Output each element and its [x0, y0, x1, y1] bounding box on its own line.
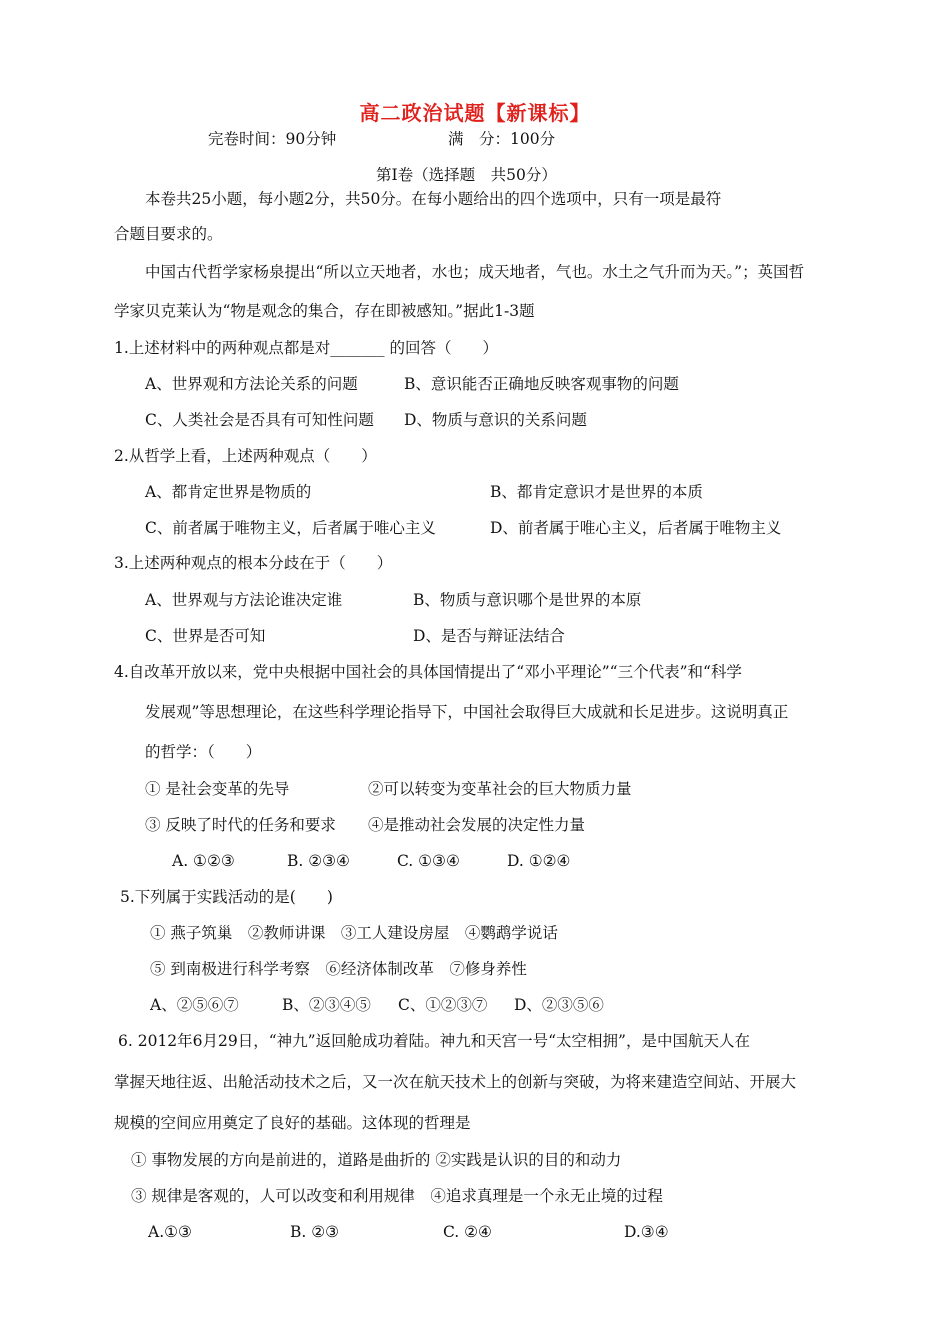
question-1-option-c: C、人类社会是否具有可知性问题	[145, 411, 374, 429]
question-3-option-d: D、是否与辩证法结合	[413, 627, 565, 645]
question-2-stem: 2.从哲学上看，上述两种观点（ ）	[114, 447, 377, 465]
question-5-stem: 5.下列属于实践活动的是( )	[120, 888, 333, 906]
question-2-option-a: A、都肯定世界是物质的	[145, 483, 312, 501]
material-line-2: 学家贝克莱认为“物是观念的集合，存在即被感知。”据此1-3题	[114, 302, 535, 320]
question-4-stem-line-3: 的哲学：（ ）	[145, 743, 262, 761]
question-5-option-c: C、①②③⑦	[398, 996, 488, 1014]
question-2-option-d: D、前者属于唯心主义，后者属于唯物主义	[490, 519, 782, 537]
question-3-option-a: A、世界观与方法论谁决定谁	[145, 591, 343, 609]
question-3-option-c: C、世界是否可知	[145, 627, 266, 645]
question-4-option-b: B. ②③④	[287, 852, 350, 870]
question-4-option-d: D. ①②④	[507, 852, 571, 870]
question-5-option-b: B、②③④⑤	[282, 996, 371, 1014]
instructions-line-2: 合题目要求的。	[114, 225, 223, 243]
question-4-item-4: ④是推动社会发展的决定性力量	[368, 816, 586, 834]
question-2-option-b: B、都肯定意识才是世界的本质	[490, 483, 703, 501]
question-6-stem-line-2: 掌握天地往返、出舱活动技术之后，又一次在航天技术上的创新与突破，为将来建造空间站、开展大	[114, 1073, 797, 1091]
question-3-stem: 3.上述两种观点的根本分歧在于（ ）	[114, 554, 393, 572]
part-heading: 第Ⅰ卷（选择题 共50分）	[376, 166, 557, 184]
question-6-option-d: D.③④	[624, 1223, 669, 1241]
question-6-stem-line-1: 6. 2012年6月29日，“神九”返回舱成功着陆。神九和天宫一号“太空相拥”，是中国航天人在	[118, 1032, 750, 1050]
question-6-items-line-2: ③ 规律是客观的，人可以改变和利用规律 ④追求真理是一个永无止境的过程	[131, 1187, 663, 1205]
instructions-line-1: 本卷共25小题，每小题2分，共50分。在每小题给出的四个选项中，只有一项是最符	[145, 190, 722, 208]
question-4-stem-line-2: 发展观”等思想理论，在这些科学理论指导下，中国社会取得巨大成就和长足进步。这说明真正	[145, 703, 789, 721]
question-4-item-3: ③ 反映了时代的任务和要求	[145, 816, 336, 834]
question-5-items-line-1: ① 燕子筑巢 ②教师讲课 ③工人建设房屋 ④鹦鹉学说话	[150, 924, 558, 942]
question-3-option-b: B、物质与意识哪个是世界的本原	[413, 591, 642, 609]
question-4-option-c: C. ①③④	[397, 852, 460, 870]
exam-full-score: 满 分：100分	[448, 130, 556, 148]
question-5-option-a: A、②⑤⑥⑦	[150, 996, 239, 1014]
question-6-items-line-1: ① 事物发展的方向是前进的，道路是曲折的 ②实践是认识的目的和动力	[131, 1151, 622, 1169]
exam-title: 高二政治试题【新课标】	[359, 101, 591, 125]
question-6-option-c: C. ②④	[443, 1223, 492, 1241]
question-1-stem: 1.上述材料中的两种观点都是对_______ 的回答（ ）	[114, 339, 498, 357]
question-4-item-1: ① 是社会变革的先导	[145, 780, 290, 798]
question-5-option-d: D、②③⑤⑥	[514, 996, 604, 1014]
question-2-option-c: C、前者属于唯物主义，后者属于唯心主义	[145, 519, 436, 537]
question-1-option-a: A、世界观和方法论关系的问题	[145, 375, 358, 393]
question-1-option-b: B、意识能否正确地反映客观事物的问题	[404, 375, 679, 393]
question-4-option-a: A. ①②③	[172, 852, 235, 870]
question-4-item-2: ②可以转变为变革社会的巨大物质力量	[368, 780, 632, 798]
question-6-option-a: A.①③	[148, 1223, 192, 1241]
question-6-option-b: B. ②③	[290, 1223, 340, 1241]
question-1-option-d: D、物质与意识的关系问题	[404, 411, 587, 429]
material-line-1: 中国古代哲学家杨泉提出“所以立天地者，水也；成天地者，气也。水土之气升而为天。”；英国哲	[145, 263, 805, 281]
question-6-stem-line-3: 规模的空间应用奠定了良好的基础。这体现的哲理是	[114, 1114, 471, 1132]
question-5-items-line-2: ⑤ 到南极进行科学考察 ⑥经济体制改革 ⑦修身养性	[150, 960, 527, 978]
exam-time: 完卷时间：90分钟	[208, 130, 337, 148]
question-4-stem-line-1: 4.自改革开放以来，党中央根据中国社会的具体国情提出了“邓小平理论”“三个代表”和“科学	[114, 663, 742, 681]
